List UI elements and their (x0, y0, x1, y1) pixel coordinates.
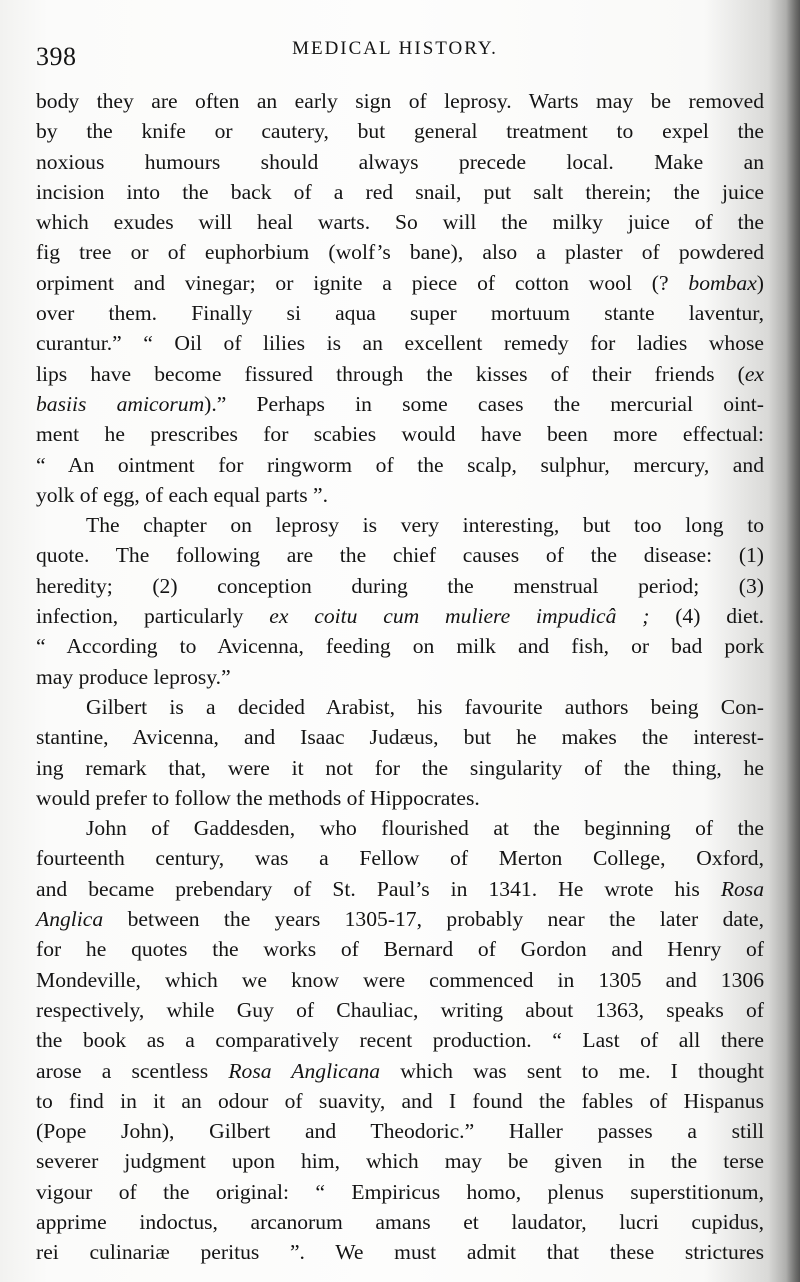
line-text: quote. The following are the chief causes of the disease: (1) (36, 543, 764, 568)
text-line (36, 692, 764, 722)
line-text: severer judgment upon him, which may be given in the terse (36, 1149, 764, 1174)
line-text: may produce leprosy.” (36, 664, 231, 689)
text-line (36, 1116, 764, 1146)
running-head: MEDICAL HISTORY. (292, 38, 498, 59)
text-line (36, 540, 764, 570)
text-line (36, 813, 764, 843)
text-line (36, 783, 764, 813)
line-text: respectively, while Guy of Chauliac, writing about 1363, speaks of (36, 997, 764, 1022)
line-italic-text: Anglica (36, 907, 104, 932)
line-text: stantine, Avicenna, and Isaac Judæus, but he makes the interest- (36, 725, 764, 750)
text-line (36, 1146, 764, 1176)
text-line (36, 662, 764, 692)
line-text: fourteenth century, was a Fellow of Merton College, Oxford, (36, 846, 764, 871)
line-text: fig tree or of euphorbium (wolf’s bane), also a plaster of powdered (36, 240, 764, 265)
text-line (36, 904, 764, 934)
line-text: and became prebendary of St. Paul’s in 1341. He wrote his (36, 876, 721, 901)
text-line (36, 237, 764, 267)
line-text-after: (4) diet. (649, 604, 764, 629)
line-text: yolk of egg, of each equal parts ”. (36, 482, 329, 507)
line-text: would prefer to follow the methods of Hippocrates. (36, 785, 480, 810)
line-text: Mondeville, which we know were commenced in 1305 and 1306 (36, 967, 764, 992)
text-line (36, 965, 764, 995)
text-line (36, 480, 764, 510)
line-text-after: which was sent to me. I thought (380, 1058, 764, 1083)
line-text: rei culinariæ peritus ”. We must admit that these strictures (36, 1240, 764, 1265)
line-text: lips have become fissured through the kisses of their friends ( (36, 361, 745, 386)
line-text: (Pope John), Gilbert and Theodoric.” Haller passes a still (36, 1119, 764, 1144)
text-line (36, 147, 764, 177)
line-text: arose a scentless (36, 1058, 229, 1083)
line-text: The chapter on leprosy is very interesting, but too long to (86, 513, 764, 538)
text-line (36, 1025, 764, 1055)
body-text (36, 86, 764, 1268)
line-text: incision into the back of a red snail, put salt therein; the juice (36, 179, 764, 204)
text-line (36, 571, 764, 601)
line-text: orpiment and vinegar; or ignite a piece of cotton wool (? (36, 270, 689, 295)
line-italic-text: ex (744, 361, 764, 386)
text-line (36, 1177, 764, 1207)
text-line (36, 601, 764, 631)
text-line (36, 1056, 764, 1086)
line-italic-text: Rosa Anglicana (228, 1058, 381, 1083)
text-line (36, 389, 764, 419)
line-text: to find in it an odour of suavity, and I found the fables of Hispanus (36, 1088, 764, 1113)
text-line (36, 843, 764, 873)
line-italic-text: Rosa (720, 876, 764, 901)
line-text: ing remark that, were it not for the singularity of the thing, he (36, 755, 764, 780)
text-line (36, 874, 764, 904)
text-line (36, 207, 764, 237)
line-text: body they are often an early sign of leprosy. Warts may be removed (36, 89, 764, 113)
line-text: curantur.” “ Oil of lilies is an excellent remedy for ladies whose (36, 331, 764, 356)
text-line (36, 86, 764, 116)
text-line (36, 116, 764, 146)
line-text: by the knife or cautery, but general treatment to expel the (36, 119, 764, 144)
line-text: noxious humours should always precede local. Make an (36, 149, 764, 174)
text-line (36, 359, 764, 389)
line-italic-text: ex coitu cum muliere impudicâ ; (269, 604, 650, 629)
line-italic-text: basiis amicorum (36, 391, 205, 416)
text-line (36, 298, 764, 328)
text-line (36, 177, 764, 207)
text-line (36, 419, 764, 449)
line-text-after: between the years 1305-17, probably near the later date, (103, 907, 764, 932)
page-number: 398 (36, 42, 77, 71)
line-text: ment he prescribes for scabies would have been more effectual: (36, 422, 764, 447)
text-line (36, 934, 764, 964)
text-line (36, 268, 764, 298)
text-line (36, 1086, 764, 1116)
line-text: heredity; (2) conception during the menstrual period; (3) (36, 573, 764, 598)
text-line (36, 1207, 764, 1237)
line-text: for he quotes the works of Bernard of Gordon and Henry of (36, 937, 764, 962)
line-text-after: ) (756, 270, 764, 295)
text-line (36, 995, 764, 1025)
line-text: apprime indoctus, arcanorum amans et laudator, lucri cupidus, (36, 1209, 764, 1234)
line-text: Gilbert is a decided Arabist, his favourite authors being Con- (86, 694, 764, 719)
line-text: which exudes will heal warts. So will the milky juice of the (36, 210, 764, 235)
line-text-after: ).” Perhaps in some cases the mercurial oint- (204, 391, 764, 416)
line-text: over them. Finally si aqua super mortuum stante laventur, (36, 301, 764, 326)
text-line (36, 631, 764, 661)
line-text: vigour of the original: “ Empiricus homo, plenus superstitionum, (36, 1179, 764, 1204)
text-line (36, 328, 764, 358)
line-text: “ According to Avicenna, feeding on milk and fish, or bad pork (36, 634, 764, 659)
text-line (36, 722, 764, 752)
line-text: infection, particularly (36, 604, 270, 629)
line-text: John of Gaddesden, who flourished at the beginning of the (86, 816, 764, 841)
line-text: “ An ointment for ringworm of the scalp, sulphur, mercury, and (36, 452, 764, 477)
text-line (36, 450, 764, 480)
text-line (36, 1237, 764, 1267)
text-line (36, 510, 764, 540)
text-line (36, 753, 764, 783)
page-edge-shadow (786, 0, 800, 1282)
line-text: the book as a comparatively recent production. “ Last of all there (36, 1028, 764, 1053)
line-italic-text: bombax (688, 270, 757, 295)
